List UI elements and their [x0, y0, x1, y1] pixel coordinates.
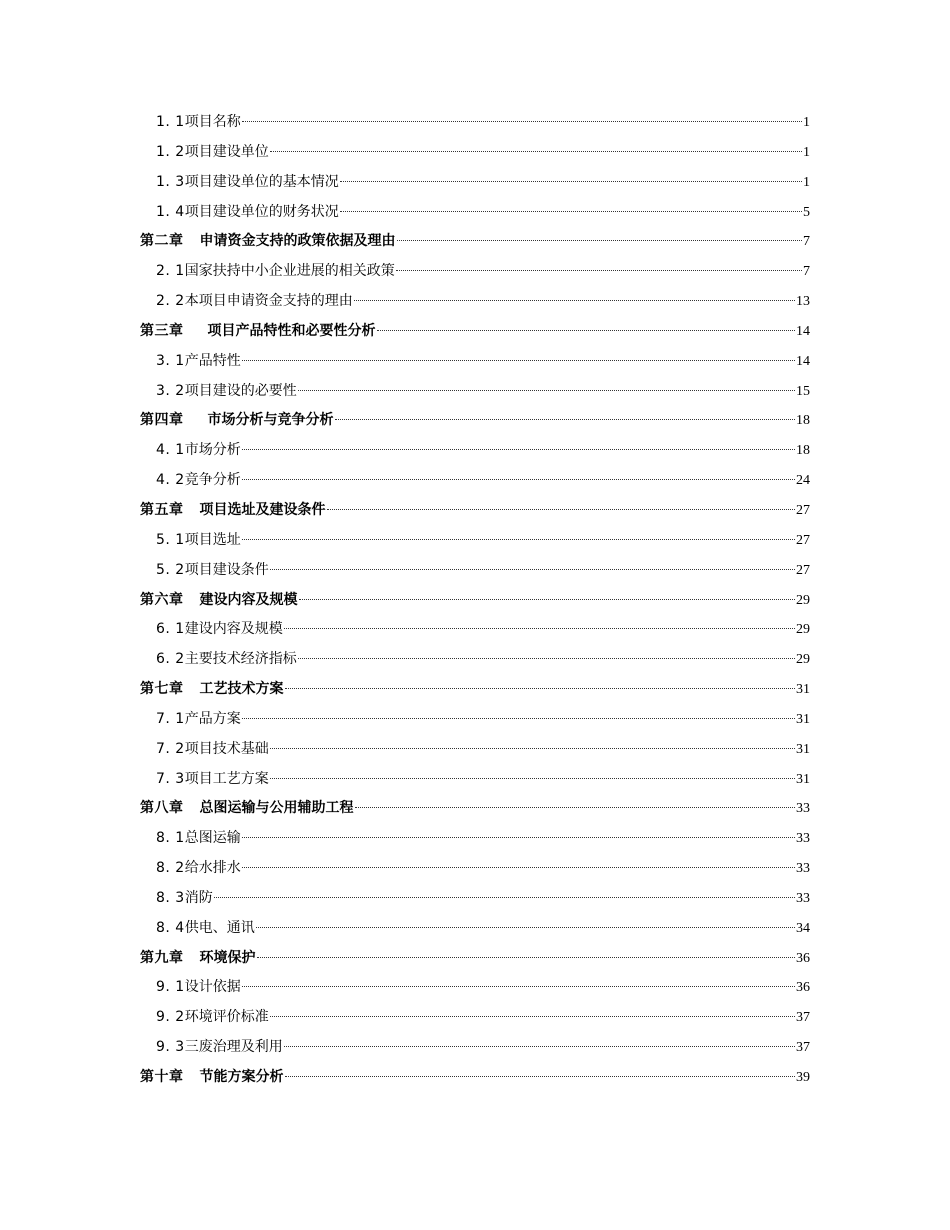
toc-entry-title: [156, 615, 283, 645]
toc-entry-title: [156, 1003, 269, 1033]
toc-chapter-9[interactable]: [140, 944, 810, 974]
toc-entry-title: [156, 257, 395, 287]
toc-entry-8-4[interactable]: [140, 914, 810, 944]
toc-entry-title: [156, 436, 241, 466]
dot-leader: [242, 479, 795, 480]
toc-entry-3-1[interactable]: [140, 347, 810, 377]
toc-entry-text: 三废治理及利用: [184, 1039, 283, 1056]
toc-entry-text: 产品方案: [184, 710, 241, 727]
toc-entry-page: 14: [796, 353, 810, 369]
toc-entry-title: [156, 884, 213, 914]
toc-entry-title: [156, 138, 269, 168]
toc-entry-text: 设计依据: [184, 979, 241, 996]
toc-entry-text: 产品特性: [184, 352, 241, 369]
toc-entry-9-1[interactable]: [140, 973, 810, 1003]
toc-entry-title: [140, 1063, 284, 1093]
toc-entry-4-2[interactable]: [140, 466, 810, 496]
toc-entry-number: 1. 3: [156, 173, 185, 190]
toc-entry-text: 申请资金支持的政策依据及理由: [199, 233, 396, 250]
toc-entry-page: 27: [796, 502, 810, 518]
toc-chapter-number: 第八章: [140, 800, 184, 817]
dot-leader: [242, 867, 795, 868]
toc-entry-page: 31: [796, 711, 810, 727]
dot-leader: [285, 688, 796, 689]
toc-entry-title: [156, 526, 241, 556]
toc-chapter-number: 第三章: [140, 322, 184, 339]
toc-entry-2-2[interactable]: [140, 287, 810, 317]
toc-entry-number: 1. 2: [156, 143, 185, 160]
toc-entry-title: [140, 227, 396, 257]
toc-entry-title: [156, 645, 297, 675]
toc-entry-title: [156, 347, 241, 377]
toc-entry-number: 4. 2: [156, 472, 185, 489]
dot-leader: [298, 658, 795, 659]
toc-entry-8-2[interactable]: [140, 854, 810, 884]
toc-entry-3-2[interactable]: [140, 377, 810, 407]
dot-leader: [242, 718, 795, 719]
toc-entry-number: 9. 2: [156, 1009, 185, 1026]
toc-entry-text: 总图运输: [184, 830, 241, 847]
toc-entry-page: 15: [796, 383, 810, 399]
toc-entry-text: 项目建设单位的基本情况: [184, 173, 339, 190]
toc-entry-number: 7. 2: [156, 740, 185, 757]
toc-entry-page: 1: [803, 144, 810, 160]
toc-entry-6-2[interactable]: [140, 645, 810, 675]
toc-entry-number: 5. 1: [156, 531, 185, 548]
toc-entry-text: 项目工艺方案: [184, 770, 269, 787]
toc-entry-title: [156, 556, 269, 586]
toc-entry-page: 14: [796, 323, 810, 339]
toc-entry-text: 给水排水: [184, 860, 241, 877]
toc-chapter-4[interactable]: [140, 406, 810, 436]
toc-entry-text: 环境评价标准: [184, 1009, 269, 1026]
toc-entry-page: 37: [796, 1010, 810, 1026]
toc-entry-page: 33: [796, 831, 810, 847]
toc-entry-title: [156, 466, 241, 496]
toc-entry-4-1[interactable]: [140, 436, 810, 466]
toc-chapter-8[interactable]: [140, 794, 810, 824]
dot-leader: [397, 240, 803, 241]
toc-entry-page: 34: [796, 920, 810, 936]
toc-entry-text: 主要技术经济指标: [184, 651, 297, 668]
toc-chapter-number: 第七章: [140, 681, 184, 698]
toc-entry-text: 项目建设的必要性: [184, 382, 297, 399]
toc-entry-number: 7. 1: [156, 710, 185, 727]
toc-entry-9-2[interactable]: [140, 1003, 810, 1033]
toc-entry-1-1[interactable]: [140, 108, 810, 138]
toc-entry-7-3[interactable]: [140, 765, 810, 795]
toc-entry-number: 6. 2: [156, 651, 185, 668]
dot-leader: [242, 121, 802, 122]
toc-entry-title: [156, 765, 269, 795]
toc-entry-title: [156, 108, 241, 138]
toc-chapter-number: 第九章: [140, 949, 184, 966]
toc-entry-number: 9. 3: [156, 1039, 185, 1056]
toc-entry-text: 环境保护: [199, 949, 256, 966]
toc-entry-title: [156, 168, 339, 198]
dot-leader: [242, 837, 795, 838]
toc-entry-text: 建设内容及规模: [199, 591, 298, 608]
toc-entry-text: 项目技术基础: [184, 740, 269, 757]
toc-entry-number: 1. 4: [156, 203, 185, 220]
toc-entry-page: 33: [796, 801, 810, 817]
toc-entry-page: 7: [803, 234, 810, 250]
toc-chapter-number: 第二章: [140, 233, 184, 250]
toc-entry-page: 7: [803, 264, 810, 280]
toc-entry-1-3[interactable]: [140, 168, 810, 198]
dot-leader: [335, 419, 796, 420]
toc-entry-text: 本项目申请资金支持的理由: [184, 293, 353, 310]
toc-entry-number: 8. 3: [156, 889, 185, 906]
toc-entry-title: [156, 735, 269, 765]
toc-chapter-number: 第四章: [140, 412, 184, 429]
toc-entry-page: 37: [796, 1040, 810, 1056]
toc-entry-2-1[interactable]: [140, 257, 810, 287]
dot-leader: [327, 509, 796, 510]
toc-entry-title: [156, 287, 353, 317]
dot-leader: [270, 1016, 795, 1017]
toc-entry-page: 31: [796, 771, 810, 787]
dot-leader: [354, 300, 795, 301]
toc-entry-number: 8. 2: [156, 860, 185, 877]
toc-entry-number: 6. 1: [156, 621, 185, 638]
toc-chapter-number: 第十章: [140, 1069, 184, 1085]
toc-entry-title: [156, 914, 255, 944]
dot-leader: [214, 897, 795, 898]
toc-entry-number: 8. 4: [156, 919, 185, 936]
dot-leader: [257, 957, 796, 958]
dot-leader: [242, 539, 795, 540]
dot-leader: [340, 181, 802, 182]
toc-entry-text: 消防: [184, 889, 213, 906]
dot-leader: [377, 330, 796, 331]
toc-entry-title: [140, 406, 334, 436]
toc-entry-number: 9. 1: [156, 979, 185, 996]
toc-entry-text: 建设内容及规模: [184, 621, 283, 638]
toc-chapter-2[interactable]: [140, 227, 810, 257]
toc-entry-text: 项目选址及建设条件: [199, 501, 326, 518]
toc-entry-page: 27: [796, 532, 810, 548]
toc-entry-text: 项目建设单位的财务状况: [184, 203, 339, 220]
dot-leader: [270, 748, 795, 749]
toc-entry-9-3[interactable]: [140, 1033, 810, 1063]
toc-entry-title: [140, 317, 376, 347]
dot-leader: [340, 211, 802, 212]
toc-entry-7-2[interactable]: [140, 735, 810, 765]
toc-entry-page: 31: [796, 682, 810, 698]
toc-entry-page: 29: [796, 622, 810, 638]
toc-entry-page: 1: [803, 115, 810, 130]
toc-entry-page: 33: [796, 861, 810, 877]
toc-entry-number: 7. 3: [156, 770, 185, 787]
toc-entry-text: 项目产品特性和必要性分析: [207, 322, 376, 339]
dot-leader: [270, 778, 795, 779]
toc-entry-page: 29: [796, 652, 810, 668]
toc-entry-page: 1: [803, 174, 810, 190]
toc-entry-text: 项目建设单位: [184, 143, 269, 160]
dot-leader: [270, 569, 795, 570]
toc-entry-8-3[interactable]: [140, 884, 810, 914]
toc-entry-title: [140, 586, 298, 616]
toc-entry-7-1[interactable]: [140, 705, 810, 735]
dot-leader: [284, 628, 795, 629]
toc-entry-title: [156, 198, 339, 228]
toc-entry-page: 39: [796, 1070, 810, 1085]
toc-chapter-7[interactable]: [140, 675, 810, 705]
toc-entry-text: 总图运输与公用辅助工程: [199, 800, 354, 817]
toc-entry-number: 8. 1: [156, 830, 185, 847]
toc-entry-6-1[interactable]: [140, 615, 810, 645]
toc-entry-number: 4. 1: [156, 442, 185, 459]
toc-entry-page: 31: [796, 741, 810, 757]
toc-chapter-10[interactable]: [140, 1063, 810, 1093]
toc-entry-page: 29: [796, 592, 810, 608]
toc-entry-page: 18: [796, 443, 810, 459]
dot-leader: [298, 390, 795, 391]
dot-leader: [270, 151, 802, 152]
dot-leader: [256, 927, 795, 928]
toc-entry-number: 2. 2: [156, 293, 185, 310]
toc-entry-text: 项目建设条件: [184, 561, 269, 578]
toc-entry-1-2[interactable]: [140, 138, 810, 168]
toc-entry-number: 2. 1: [156, 263, 185, 280]
toc-entry-page: 18: [796, 413, 810, 429]
toc-entry-5-2[interactable]: [140, 556, 810, 586]
dot-leader: [242, 449, 795, 450]
toc-entry-title: [140, 496, 326, 526]
toc-entry-page: 24: [796, 473, 810, 489]
toc-entry-text: 市场分析: [184, 442, 241, 459]
toc-chapter-6[interactable]: [140, 586, 810, 616]
dot-leader: [396, 270, 802, 271]
toc-entry-8-1[interactable]: [140, 824, 810, 854]
toc-entry-text: 项目选址: [184, 531, 241, 548]
toc-chapter-number: 第六章: [140, 591, 184, 608]
dot-leader: [299, 599, 796, 600]
toc-entry-title: [156, 973, 241, 1003]
table-of-contents: [140, 108, 810, 1093]
toc-chapter-3[interactable]: [140, 317, 810, 347]
dot-leader: [285, 1076, 796, 1077]
toc-entry-title: [156, 854, 241, 884]
toc-entry-text: 市场分析与竞争分析: [207, 412, 334, 429]
toc-entry-title: [140, 794, 354, 824]
toc-entry-page: 36: [796, 980, 810, 996]
toc-entry-text: 供电、通讯: [184, 919, 255, 936]
toc-entry-text: 工艺技术方案: [199, 681, 284, 698]
toc-entry-text: 节能方案分析: [199, 1069, 284, 1085]
toc-entry-text: 国家扶持中小企业进展的相关政策: [184, 263, 395, 280]
toc-entry-page: 27: [796, 562, 810, 578]
toc-entry-page: 33: [796, 890, 810, 906]
toc-entry-1-4[interactable]: [140, 198, 810, 228]
dot-leader: [242, 360, 795, 361]
toc-entry-title: [156, 705, 241, 735]
toc-entry-title: [140, 944, 256, 974]
toc-entry-title: [140, 675, 284, 705]
toc-entry-title: [156, 824, 241, 854]
dot-leader: [284, 1046, 795, 1047]
toc-chapter-number: 第五章: [140, 501, 184, 518]
toc-chapter-5[interactable]: [140, 496, 810, 526]
toc-entry-5-1[interactable]: [140, 526, 810, 556]
toc-entry-page: 5: [803, 204, 810, 220]
toc-entry-page: 36: [796, 950, 810, 966]
toc-entry-number: 3. 2: [156, 382, 185, 399]
dot-leader: [242, 986, 795, 987]
toc-entry-title: [156, 377, 297, 407]
dot-leader: [355, 807, 796, 808]
toc-entry-title: [156, 1033, 283, 1063]
toc-entry-page: 13: [796, 294, 810, 310]
toc-entry-number: 3. 1: [156, 352, 185, 369]
toc-entry-number: 1. 1: [156, 114, 185, 130]
toc-entry-number: 5. 2: [156, 561, 185, 578]
toc-entry-text: 竞争分析: [184, 472, 241, 489]
toc-entry-text: 项目名称: [184, 114, 241, 130]
